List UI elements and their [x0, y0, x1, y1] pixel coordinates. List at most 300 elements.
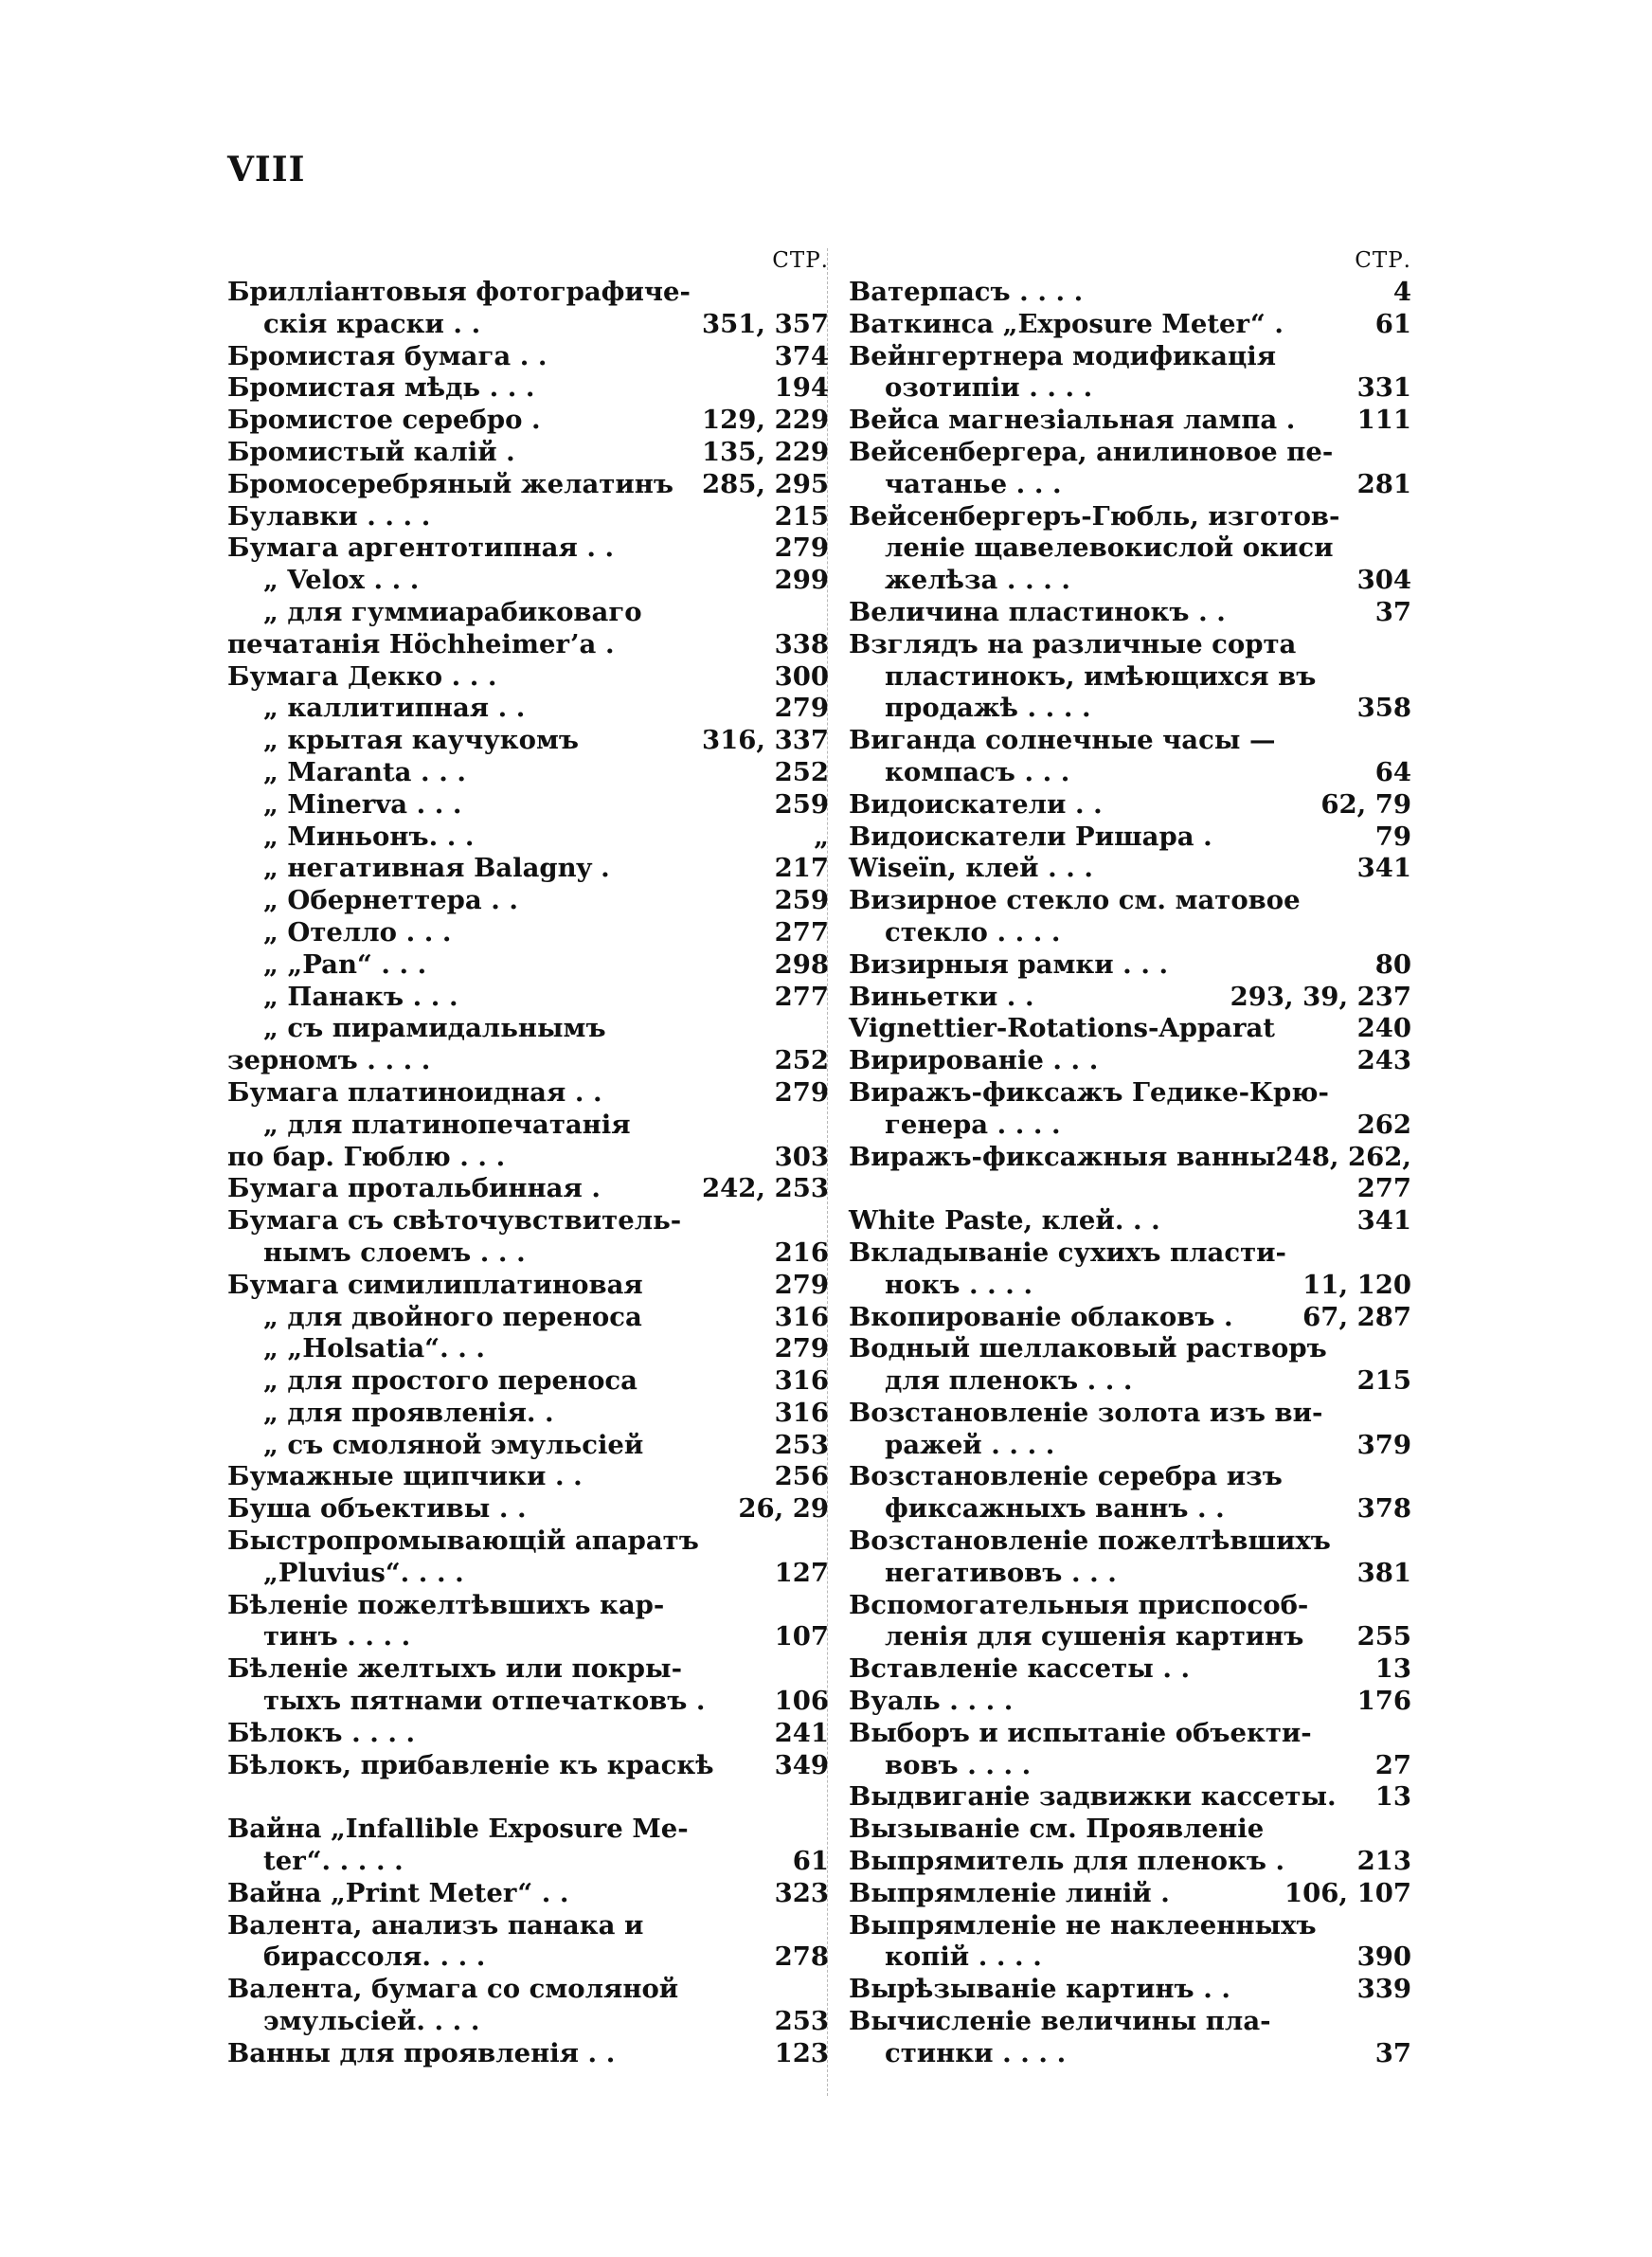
entry-text: озотипіи . . . . — [885, 372, 1093, 404]
index-entry — [849, 469, 1411, 501]
index-entry — [849, 1493, 1411, 1526]
entry-text: бирассоля. . . . — [263, 1941, 486, 1973]
entry-page-number: 341 — [1356, 853, 1411, 884]
index-entry — [849, 2006, 1411, 2038]
index-entry — [849, 1333, 1411, 1365]
index-entry — [849, 1686, 1411, 1718]
index-entry — [849, 1237, 1411, 1270]
entry-text: стинки . . . . — [885, 2037, 1067, 2068]
index-entry — [849, 885, 1411, 917]
entry-page-number: 304 — [1356, 565, 1411, 596]
entry-text: копій . . . . — [885, 1941, 1042, 1973]
entry-page-number: 256 — [774, 1461, 829, 1492]
index-entry — [227, 1077, 829, 1110]
index-entry — [849, 757, 1411, 789]
entry-text: Ванны для проявленія . . — [227, 2037, 616, 2068]
entry-text: Бромистое серебро . — [227, 405, 541, 436]
entry-page-number: 11, 120 — [1302, 1269, 1411, 1300]
entry-page-number: 381 — [1356, 1557, 1411, 1588]
index-entry — [849, 1526, 1411, 1558]
entry-text: стекло . . . . — [885, 916, 1061, 948]
index-entry — [849, 1430, 1411, 1462]
entry-text: ленія для сушенія картинъ — [885, 1621, 1304, 1652]
index-entry — [849, 1750, 1411, 1782]
index-entry — [849, 533, 1411, 565]
entry-page-number: 240 — [1356, 1013, 1411, 1044]
entry-page-number: 253 — [774, 1429, 829, 1460]
entry-text: желѣза . . . . — [885, 565, 1070, 596]
entry-text: Виганда солнечные часы — — [849, 725, 1276, 756]
index-entry — [849, 1941, 1411, 1974]
entry-text: Вейнгертнера модификація — [849, 340, 1277, 371]
entry-text: Бромистый калій . — [227, 436, 515, 467]
entry-text: „ Minerva . . . — [263, 788, 462, 820]
index-entry — [849, 565, 1411, 597]
index-entry — [227, 1430, 829, 1462]
entry-page-number: 79 — [1374, 821, 1411, 852]
index-entry — [849, 629, 1411, 661]
entry-text: компасъ . . . — [885, 756, 1070, 787]
entry-text: Возстановленіе серебра изъ — [849, 1461, 1283, 1492]
entry-text: Вычисленіе величины пла- — [849, 2006, 1271, 2037]
entry-text: Бумажные щипчики . . — [227, 1461, 583, 1492]
index-entry — [227, 917, 829, 949]
entry-text: „ съ пирамидальнымъ — [263, 1013, 606, 1044]
entry-text: фиксажныхъ ваннъ . . — [885, 1493, 1225, 1525]
entry-page-number: 277 — [774, 981, 829, 1012]
index-entry — [227, 309, 829, 341]
entry-page-number: 62, 79 — [1320, 788, 1411, 820]
index-entry — [227, 1045, 829, 1077]
index-entry — [849, 1302, 1411, 1334]
entry-text: Визирное стекло см. матовое — [849, 885, 1301, 916]
entry-page-number: 299 — [774, 565, 829, 596]
index-entry — [849, 1974, 1411, 2006]
entry-page-number: 323 — [774, 1877, 829, 1908]
entry-page-number: 298 — [774, 948, 829, 980]
index-entry — [227, 1173, 829, 1205]
entry-page-number: 316 — [774, 1397, 829, 1428]
entry-text: White Paste, клей. . . — [849, 1205, 1160, 1237]
entry-text: Брилліантовыя фотографиче- — [227, 277, 691, 307]
entry-text: Быстропромывающій апаратъ — [227, 1526, 699, 1557]
entry-text: Возстановленіе пожелтѣвшихъ — [849, 1526, 1331, 1557]
entry-page-number: 252 — [774, 1045, 829, 1076]
index-entry — [227, 1781, 829, 1814]
index-entry — [227, 597, 829, 629]
entry-page-number: 106 — [774, 1686, 829, 1717]
entry-text: Вирированіе . . . — [849, 1045, 1099, 1076]
entry-text: ражей . . . . — [885, 1429, 1055, 1460]
entry-text: „ для гуммиарабиковаго — [263, 596, 642, 627]
entry-page-number: 107 — [774, 1621, 829, 1652]
entry-text: скія краски . . — [263, 308, 481, 339]
entry-text: Визирныя рамки . . . — [849, 948, 1169, 980]
entry-page-number: 390 — [1356, 1941, 1411, 1973]
entry-text: Величина пластинокъ . . — [849, 596, 1226, 627]
entry-page-number: 259 — [774, 885, 829, 916]
entry-text: Wiseïn, клей . . . — [849, 853, 1094, 884]
index-entry — [849, 277, 1411, 309]
entry-page-number: 241 — [774, 1717, 829, 1748]
index-entry — [849, 1718, 1411, 1750]
entry-list — [227, 277, 829, 2070]
index-entry — [227, 405, 829, 437]
index-entry — [849, 597, 1411, 629]
entry-text: Валента, анализъ панака и — [227, 1909, 644, 1941]
entry-text: „ Maranta . . . — [263, 756, 466, 787]
entry-page-number: 279 — [774, 693, 829, 724]
entry-text: „ для простого переноса — [263, 1365, 637, 1397]
index-entry — [227, 1621, 829, 1653]
index-entry — [227, 1814, 829, 1846]
index-entry — [849, 693, 1411, 725]
entry-page-number: 316 — [774, 1365, 829, 1397]
entry-text: Виньетки . . — [849, 981, 1034, 1012]
index-entry — [227, 1205, 829, 1237]
entry-page-number: 13 — [1374, 1653, 1411, 1685]
entry-text: „ для двойного переноса — [263, 1301, 642, 1332]
entry-page-number: 331 — [1356, 372, 1411, 404]
entry-text: Ватерпасъ . . . . — [849, 277, 1084, 307]
index-entry — [849, 309, 1411, 341]
entry-text: Бумага платиноидная . . — [227, 1076, 602, 1108]
entry-page-number: 61 — [1374, 308, 1411, 339]
entry-text: „ Миньонъ. . . — [263, 821, 475, 852]
index-entry — [227, 277, 829, 309]
index-entry — [227, 341, 829, 373]
index-entry — [849, 1846, 1411, 1878]
entry-text: „ Панакъ . . . — [263, 981, 458, 1012]
entry-page-number: 341 — [1356, 1205, 1411, 1237]
entry-page-number: 217 — [774, 853, 829, 884]
entry-text: „ Отелло . . . — [263, 916, 452, 948]
entry-page-number: 216 — [774, 1237, 829, 1268]
entry-text: Водный шеллаковый растворъ — [849, 1333, 1327, 1364]
index-entry — [227, 1941, 829, 1974]
entry-page-number: 27 — [1374, 1749, 1411, 1780]
entry-text: Vignettier-Rotations-Apparat — [849, 1013, 1275, 1044]
entry-page-number: 351, 357 — [702, 308, 829, 339]
entry-text: Видоискатели Ришара . — [849, 821, 1212, 852]
index-entry — [227, 1590, 829, 1622]
index-entry — [227, 885, 829, 917]
index-entry — [849, 822, 1411, 854]
index-entry — [849, 1270, 1411, 1302]
entry-text: зерномъ . . . . — [227, 1045, 431, 1076]
entry-page-number: 316, 337 — [702, 725, 829, 756]
entry-text: Вайна „Infallible Exposure Me- — [227, 1814, 689, 1845]
index-entry — [849, 1013, 1411, 1045]
entry-list — [849, 277, 1411, 2070]
index-entry — [849, 1077, 1411, 1110]
index-entry — [849, 1781, 1411, 1814]
index-entry — [849, 982, 1411, 1014]
index-entry — [227, 1558, 829, 1590]
entry-page-number: 13 — [1374, 1781, 1411, 1813]
entry-text: Вызываніе см. Проявленіе — [849, 1814, 1265, 1845]
entry-page-number: 281 — [1356, 468, 1411, 499]
entry-text: Виражъ-фиксажныя ванны — [849, 1141, 1276, 1172]
index-entry — [227, 1910, 829, 1942]
index-entry — [227, 1846, 829, 1878]
index-entry — [227, 1302, 829, 1334]
index-entry — [849, 405, 1411, 437]
entry-text: Бумага протальбинная . — [227, 1173, 601, 1204]
index-entry — [227, 982, 829, 1014]
entry-text: Бумага Декко . . . — [227, 660, 497, 692]
entry-page-number: 4 — [1392, 277, 1411, 307]
entry-text: „Pluvius“. . . . — [263, 1557, 464, 1588]
index-entry — [227, 725, 829, 757]
index-entry — [227, 1718, 829, 1750]
entry-page-number: 67, 287 — [1302, 1301, 1411, 1332]
index-entry — [227, 822, 829, 854]
entry-text: по бар. Гюблю . . . — [227, 1141, 506, 1172]
entry-page-number: 349 — [774, 1749, 829, 1780]
entry-text: „ съ смоляной эмульсіей — [263, 1429, 644, 1460]
column-header: СТР. — [772, 248, 829, 273]
index-entry — [227, 565, 829, 597]
index-entry — [227, 1333, 829, 1365]
index-entry — [227, 501, 829, 533]
entry-text: Бѣленіе желтыхъ или покры- — [227, 1653, 682, 1685]
entry-text: Буша объективы . . — [227, 1493, 527, 1525]
entry-text: Бумага симилиплатиновая — [227, 1269, 643, 1300]
index-entry — [849, 372, 1411, 405]
index-entry — [849, 1110, 1411, 1142]
entry-text: Бромистая бумага . . — [227, 340, 548, 371]
index-column-right — [849, 244, 1411, 2070]
entry-text: Вейсенбергеръ-Гюбль, изготов- — [849, 500, 1340, 532]
entry-text: Бѣлокъ, прибавленіе къ краскѣ — [227, 1749, 714, 1780]
column-header: СТР. — [1355, 248, 1411, 273]
index-entry — [849, 1558, 1411, 1590]
index-entry — [849, 1398, 1411, 1430]
entry-page-number: 194 — [774, 372, 829, 404]
entry-text: Вкопированіе облаковъ . — [849, 1301, 1233, 1332]
entry-text: Возстановленіе золота изъ ви- — [849, 1397, 1323, 1428]
index-entry — [849, 1205, 1411, 1237]
entry-text: для пленокъ . . . — [885, 1365, 1133, 1397]
index-entry — [849, 1173, 1411, 1205]
entry-text: нокъ . . . . — [885, 1269, 1033, 1300]
index-entry — [227, 1526, 829, 1558]
index-entry — [849, 437, 1411, 469]
entry-page-number: 378 — [1356, 1493, 1411, 1525]
entry-text: тыхъ пятнами отпечатковъ . — [263, 1686, 706, 1717]
entry-page-number: 262 — [1356, 1109, 1411, 1140]
index-entry — [227, 1461, 829, 1493]
entry-page-number: 37 — [1374, 2037, 1411, 2068]
index-column-left — [227, 244, 829, 2070]
entry-text: Выборъ и испытаніе объекти- — [849, 1717, 1312, 1748]
page-number: VIII — [227, 150, 306, 190]
index-entry — [227, 1878, 829, 1910]
entry-text: Вставленіе кассеты . . — [849, 1653, 1191, 1685]
index-entry — [227, 1398, 829, 1430]
entry-text: Вейсенбергера, анилиновое пе- — [849, 436, 1334, 467]
index-entry — [849, 853, 1411, 885]
entry-page-number: 255 — [1356, 1621, 1411, 1652]
entry-text: Выпрямленіе линій . — [849, 1877, 1170, 1908]
index-entry — [227, 1493, 829, 1526]
index-entry — [227, 1365, 829, 1398]
entry-text: Булавки . . . . — [227, 500, 431, 532]
index-entry — [227, 1750, 829, 1782]
index-entry — [227, 693, 829, 725]
entry-page-number: 339 — [1356, 1974, 1411, 2005]
entry-text: Видоискатели . . — [849, 788, 1103, 820]
index-entry — [849, 2038, 1411, 2070]
entry-page-number: 129, 229 — [702, 405, 829, 436]
index-entry — [227, 1686, 829, 1718]
entry-page-number: 135, 229 — [702, 436, 829, 467]
entry-text: Ваткинса „Exposure Meter“ . — [849, 308, 1284, 339]
index-entry — [227, 1237, 829, 1270]
entry-page-number: 293, 39, 237 — [1230, 981, 1411, 1012]
entry-text: нымъ слоемъ . . . — [263, 1237, 526, 1268]
index-entry — [849, 1621, 1411, 1653]
entry-page-number: 285, 295 — [702, 468, 829, 499]
entry-page-number: 111 — [1356, 405, 1411, 436]
index-entry — [849, 949, 1411, 982]
entry-text: Виражъ-фиксажъ Гедике-Крю- — [849, 1076, 1329, 1108]
index-entry — [227, 469, 829, 501]
entry-text: Выпрямленіе не наклеенныхъ — [849, 1909, 1317, 1941]
entry-page-number: 379 — [1356, 1429, 1411, 1460]
entry-text: Бумага аргентотипная . . — [227, 533, 615, 564]
index-entry — [849, 725, 1411, 757]
index-entry — [227, 1653, 829, 1686]
entry-page-number: 215 — [774, 500, 829, 532]
entry-page-number: 279 — [774, 1269, 829, 1300]
index-entry — [227, 437, 829, 469]
entry-text: „ „Holsatia“. . . — [263, 1333, 485, 1364]
entry-text: пластинокъ, имѣющихся въ — [885, 660, 1317, 692]
entry-page-number: 242, 253 — [702, 1173, 829, 1204]
entry-text: Выдвиганіе задвижки кассеты. — [849, 1781, 1337, 1813]
index-entry — [849, 341, 1411, 373]
entry-page-number: 259 — [774, 788, 829, 820]
entry-page-number: 300 — [774, 660, 829, 692]
entry-page-number: 277 — [774, 916, 829, 948]
index-entry — [227, 1974, 829, 2006]
entry-text: Бумага съ свѣточувствитель- — [227, 1205, 682, 1237]
entry-text: продажѣ . . . . — [885, 693, 1091, 724]
index-entry — [227, 661, 829, 694]
entry-text: „ „Pan“ . . . — [263, 948, 427, 980]
entry-text: Вайна „Print Meter“ . . — [227, 1877, 569, 1908]
entry-page-number: 279 — [774, 1333, 829, 1364]
entry-text: тинъ . . . . — [263, 1621, 411, 1652]
index-entry — [849, 1814, 1411, 1846]
entry-text: Выпрямитель для пленокъ . — [849, 1846, 1285, 1877]
entry-page-number: „ — [814, 821, 829, 852]
entry-page-number: 106, 107 — [1284, 1877, 1411, 1908]
index-entry — [227, 2038, 829, 2070]
entry-page-number: 213 — [1356, 1846, 1411, 1877]
index-entry — [227, 853, 829, 885]
index-entry — [227, 533, 829, 565]
entry-page-number: 243 — [1356, 1045, 1411, 1076]
index-entry — [227, 629, 829, 661]
index-entry — [227, 2006, 829, 2038]
entry-text: Вспомогательныя приспособ- — [849, 1589, 1309, 1620]
entry-text: „ крытая каучукомъ — [263, 725, 579, 756]
entry-text: „ Обернеттера . . — [263, 885, 518, 916]
entry-text: Вкладываніе сухихъ пласти- — [849, 1237, 1286, 1268]
entry-page-number: 374 — [774, 340, 829, 371]
index-entry — [227, 1142, 829, 1174]
entry-page-number: 338 — [774, 628, 829, 659]
entry-text: „ для платинопечатанія — [263, 1109, 631, 1140]
index-entry — [849, 1461, 1411, 1493]
entry-text: „ для проявленія. . — [263, 1397, 554, 1428]
entry-text: Бромистая мѣдь . . . — [227, 372, 535, 404]
entry-text: ter“. . . . . — [263, 1846, 404, 1877]
entry-page-number: 123 — [774, 2037, 829, 2068]
entry-page-number: 279 — [774, 1076, 829, 1108]
entry-text: „ негативная Balagny . — [263, 853, 610, 884]
entry-page-number: 176 — [1356, 1686, 1411, 1717]
index-entry — [227, 1110, 829, 1142]
entry-page-number: 303 — [774, 1141, 829, 1172]
entry-text: Вуаль . . . . — [849, 1686, 1014, 1717]
entry-page-number: 252 — [774, 756, 829, 787]
entry-page-number: 37 — [1374, 596, 1411, 627]
index-entry — [849, 661, 1411, 694]
index-entry — [849, 789, 1411, 822]
index-entry — [849, 1045, 1411, 1077]
entry-text: вовъ . . . . — [885, 1749, 1032, 1780]
entry-text: негативовъ . . . — [885, 1557, 1117, 1588]
entry-text: эмульсіей. . . . — [263, 2006, 480, 2037]
index-entry — [227, 949, 829, 982]
entry-text: „ Velox . . . — [263, 565, 420, 596]
index-entry — [849, 1365, 1411, 1398]
index-entry — [849, 1590, 1411, 1622]
entry-page-number: 279 — [774, 533, 829, 564]
index-entry — [227, 757, 829, 789]
entry-text: леніе щавелевокислой окиси — [885, 533, 1334, 564]
entry-text: Бѣлокъ . . . . — [227, 1717, 416, 1748]
index-entry — [849, 1653, 1411, 1686]
entry-text: Вырѣзываніе картинъ . . — [849, 1974, 1230, 2005]
index-entry — [227, 1270, 829, 1302]
entry-page-number: 80 — [1374, 948, 1411, 980]
entry-page-number: 316 — [774, 1301, 829, 1332]
index-entry — [849, 1878, 1411, 1910]
entry-text: „ каллитипная . . — [263, 693, 526, 724]
index-entry — [227, 372, 829, 405]
entry-text: Бромосеребряный желатинъ — [227, 468, 673, 499]
entry-page-number: 64 — [1374, 756, 1411, 787]
entry-text: печатанія Höchheimer’а . — [227, 628, 615, 659]
entry-text: Взглядъ на различные сорта — [849, 628, 1297, 659]
index-entry — [849, 1142, 1411, 1174]
index-entry — [227, 1013, 829, 1045]
entry-text: генера . . . . — [885, 1109, 1061, 1140]
index-entry — [849, 1910, 1411, 1942]
entry-page-number: 278 — [774, 1941, 829, 1973]
entry-page-number: 253 — [774, 2006, 829, 2037]
index-entry — [849, 501, 1411, 533]
entry-page-number: 215 — [1356, 1365, 1411, 1397]
entry-page-number: 358 — [1356, 693, 1411, 724]
entry-text: Бѣленіе пожелтѣвшихъ кар- — [227, 1589, 665, 1620]
entry-page-number: 277 — [1356, 1173, 1411, 1204]
